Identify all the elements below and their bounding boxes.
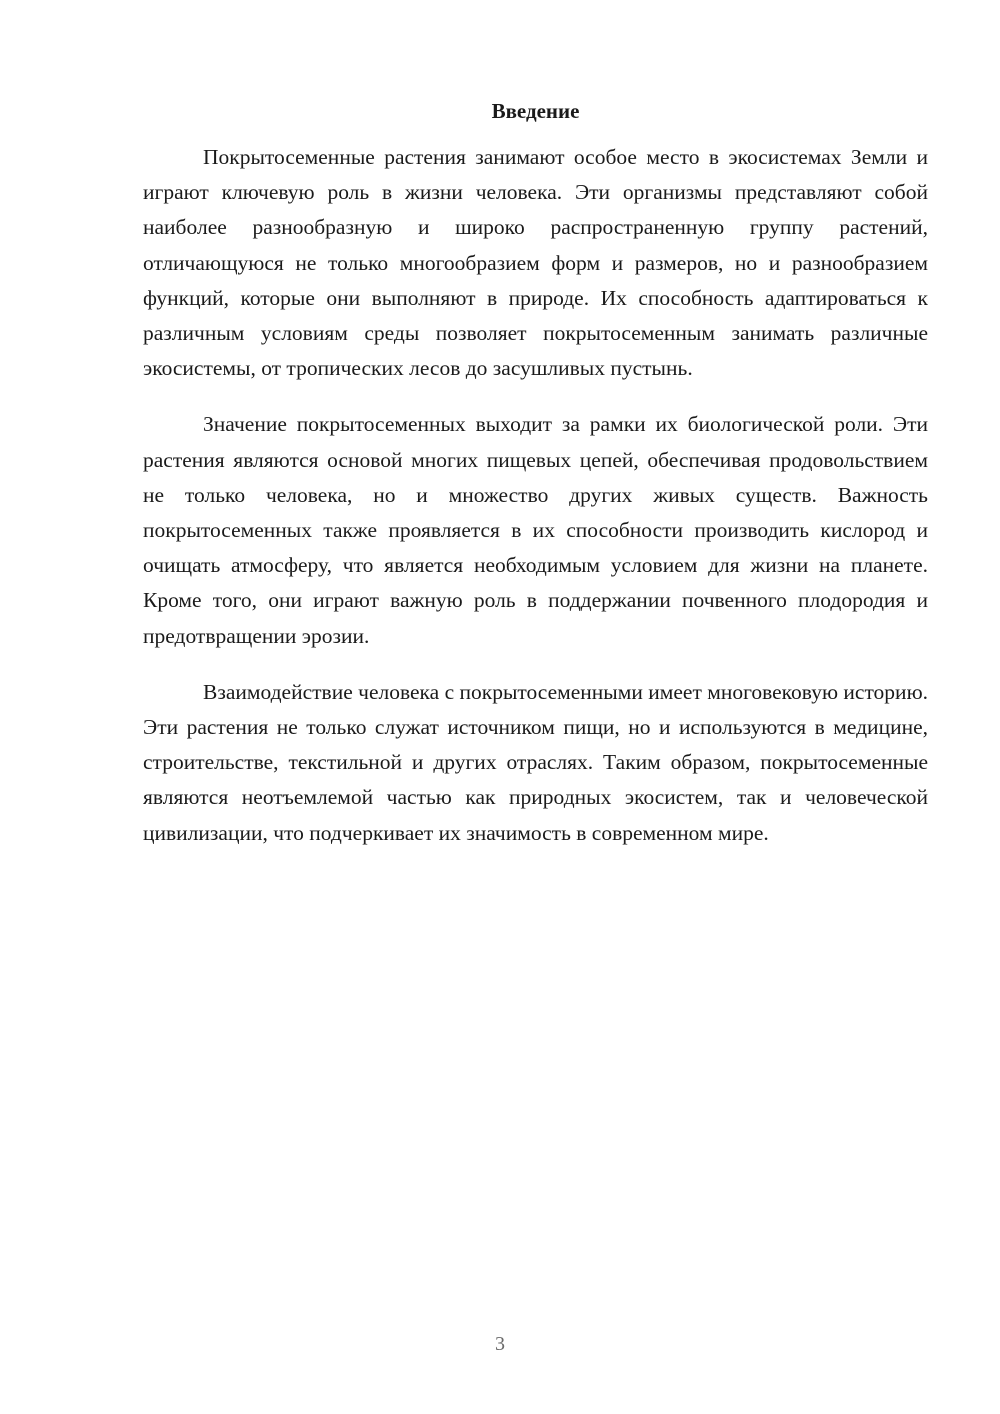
section-heading: Введение — [491, 99, 580, 123]
paragraph-2: Значение покрытосеменных выходит за рамки их биологической роли. Эти растения являются основой многих пищевых цепей, обеспечивая продовольствием не только человека, но и множество других живых существ. Важность покрытосеменных также проявляется в их способности производить кислород и очищать атмосферу, что является необходимым условием для жизни на планете. Кроме того, они играют важную роль в поддержании почвенного плодородия и предотвращении эрозии. — [143, 412, 928, 648]
document-page — [143, 95, 928, 872]
paragraph-1: Покрытосеменные растения занимают особое место в экосистемах Земли и играют ключевую роль в жизни человека. Эти организмы представляют собой наиболее разнообразную и широко распространенную группу растений, отличающуюся не только многообразием форм и размеров, но и разнообразием функций, которые они выполняют в природе. Их способность адаптироваться к различным условиям среды позволяет покрытосеменным занимать различные экосистемы, от тропических лесов до засушливых пустынь. — [143, 145, 928, 381]
page-number: 3 — [495, 1333, 505, 1355]
paragraph-3: Взаимодействие человека с покрытосеменными имеет многовековую историю. Эти растения не только служат источником пищи, но и используются в медицине, строительстве, текстильной и других отраслях. Таким образом, покрытосеменные являются неотъемлемой частью как природных экосистем, так и человеческой цивилизации, что подчеркивает их значимость в современном мире. — [143, 679, 928, 845]
